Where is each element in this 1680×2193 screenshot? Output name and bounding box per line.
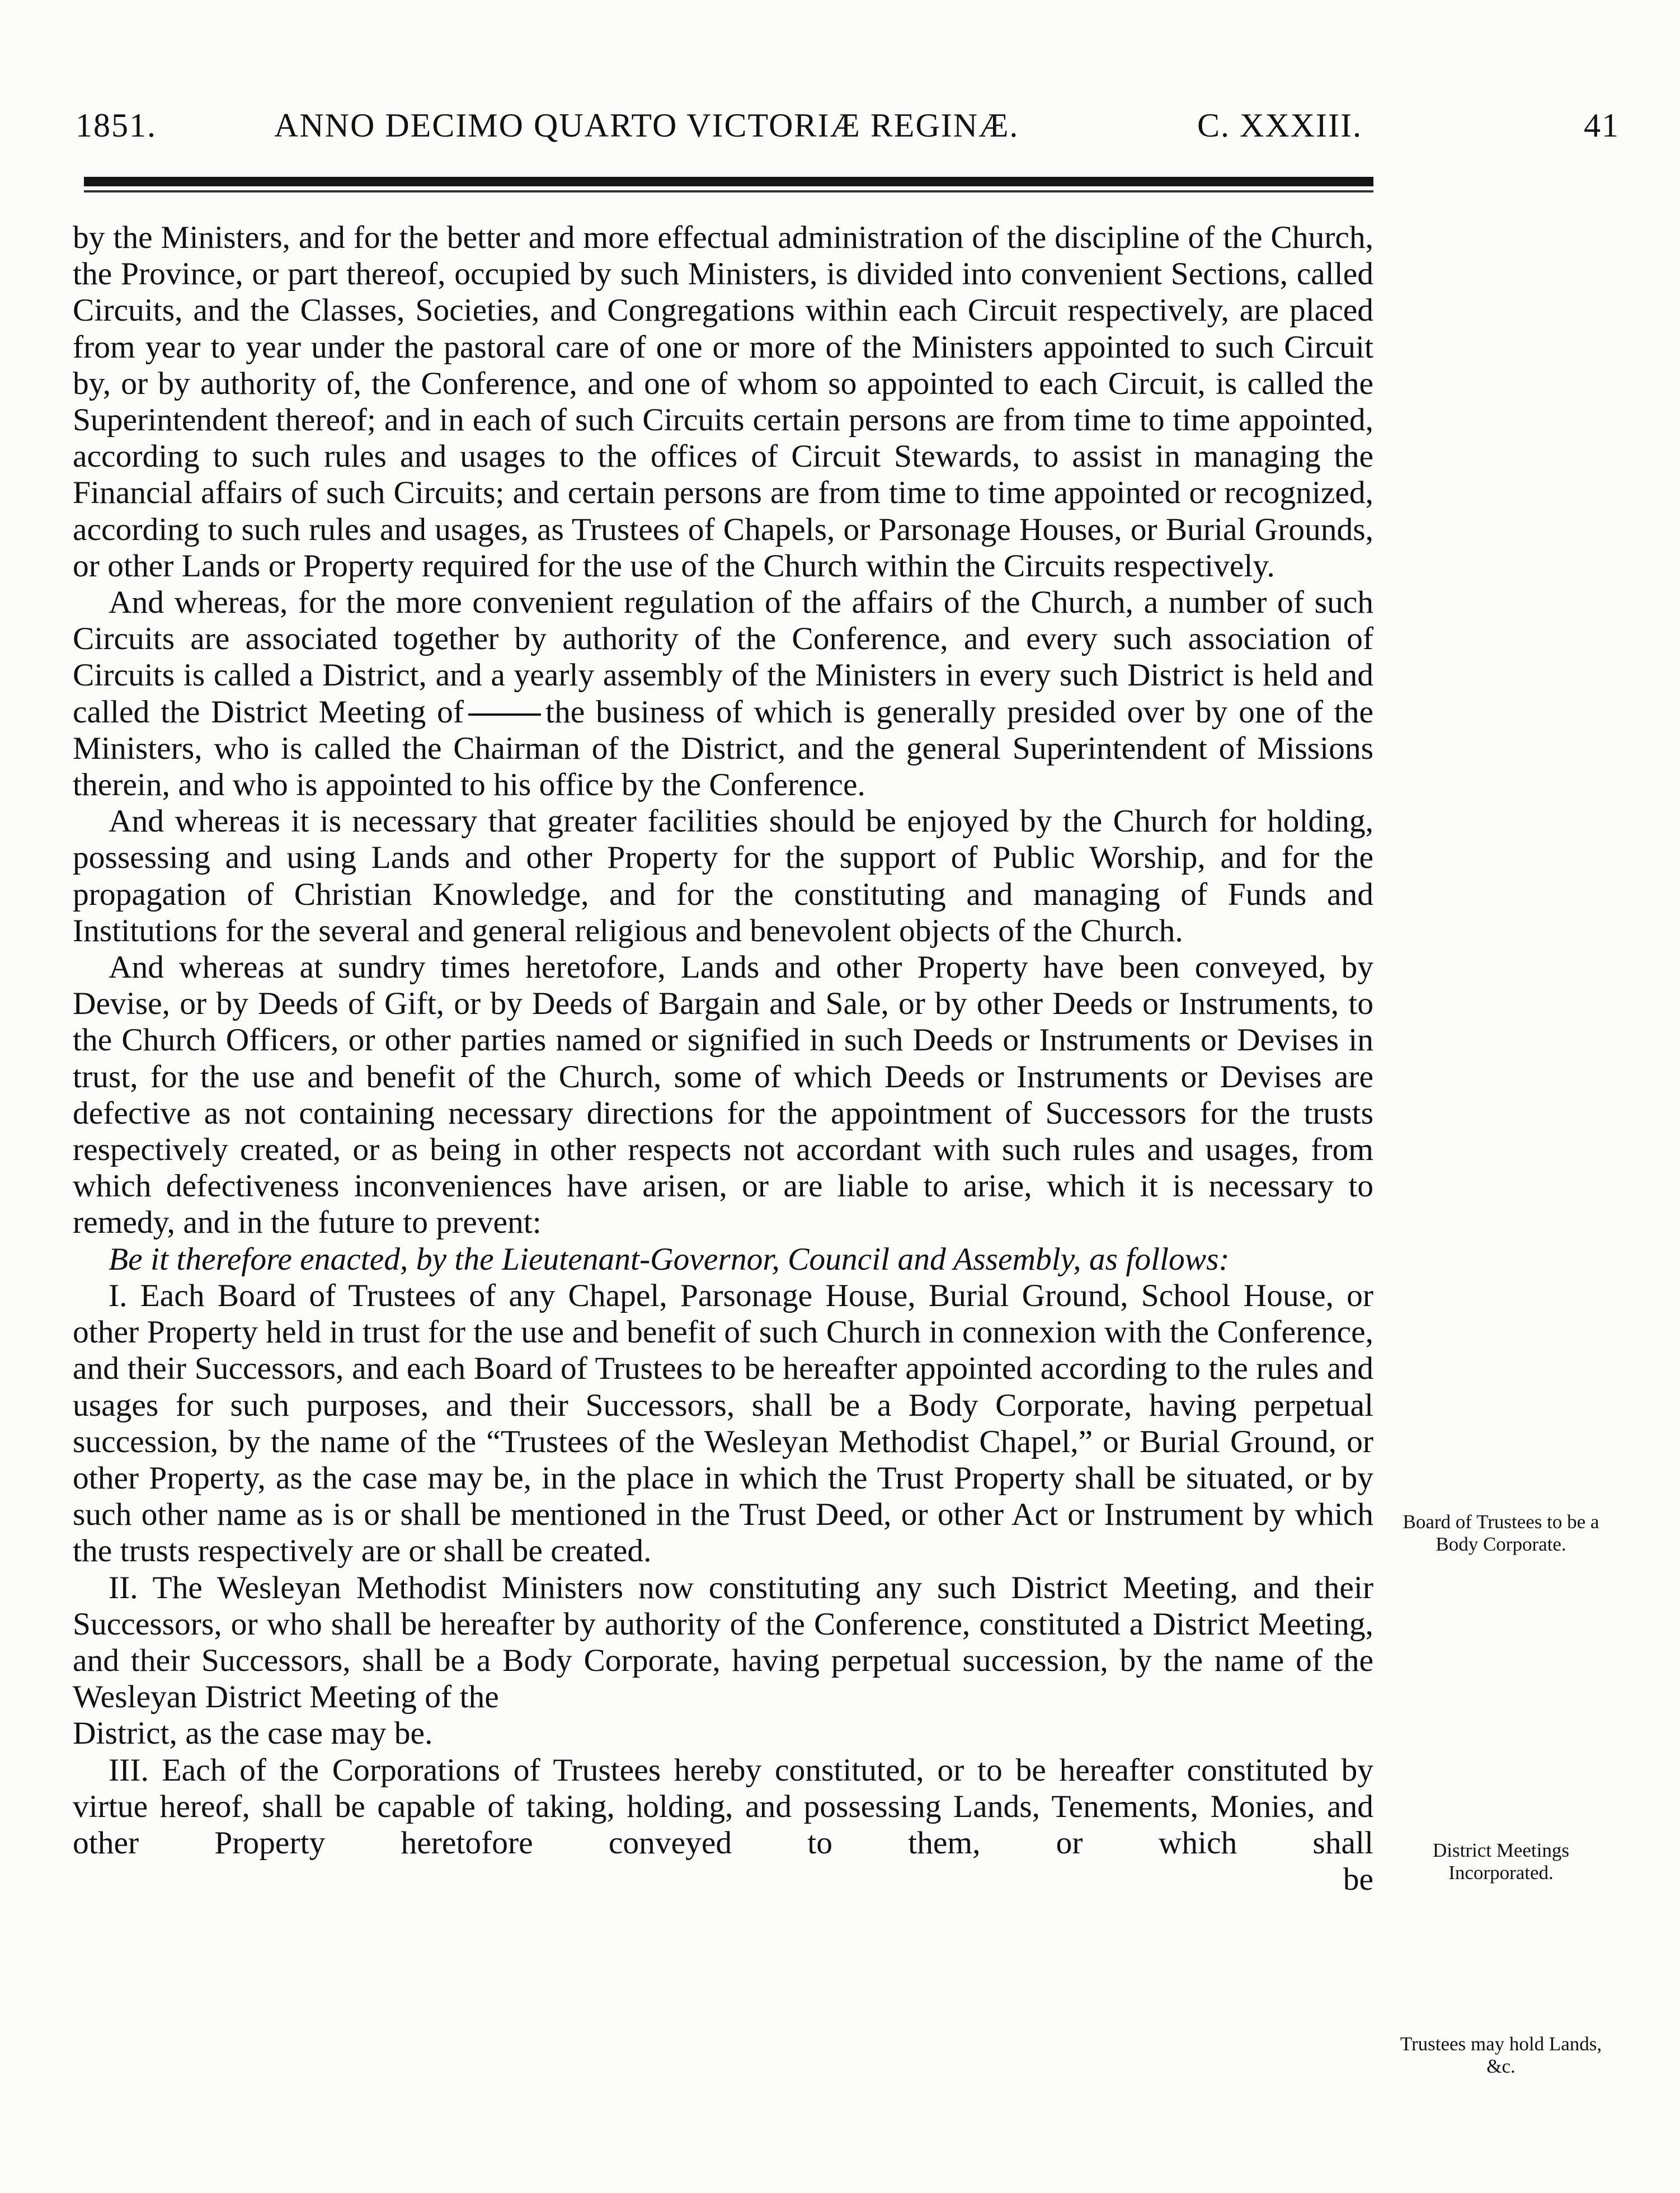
body-text	[73, 219, 1373, 1898]
section-1: I. Each Board of Trustees of any Chapel, Parsonage House, Burial Ground, School House, or other Property held in trust for the use and benefit of such Church in connexion with the Conference, and their Successors, and each Board of Trustees to be hereafter appointed according to the rules and usages for such purposes, and their Successors, shall be a Body Corporate, having perpetual succession, by the name of the “Trustees of the Wesleyan Methodist Chapel,” or Burial Ground, or other Property, as the case may be, in the place in which the Trust Property shall be situated, or by such other name as is or shall be mentioned in the Trust Deed, or other Act or Instrument by which the trusts respectively are or shall be created.	[73, 1278, 1373, 1569]
header-rule-thin	[84, 190, 1373, 192]
header-chapter: C. XXXIII.	[1197, 107, 1362, 144]
section-2: II. The Wesleyan Methodist Ministers now constituting any such District Meeting, and their Successors, or who shall be hereafter by authority of the Conference, constituted a District Meeting, and their Successors, shall be a Body Corporate, having perpetual succession, by the name of the Wesleyan District Meeting of the	[73, 1570, 1373, 1715]
paragraph-text: the business of which is generally presided over by one of the Ministers, who is called the Chairman of the District, and the general Superintendent of Missions therein, and who is appointed to his office by the Conference.	[73, 694, 1373, 803]
section-2-end: District, as the case may be.	[73, 1716, 433, 1751]
margin-note-board-of-trustees: Board of Trustees to be a Body Corporate.	[1403, 1511, 1599, 1555]
blank-line	[468, 713, 541, 716]
paragraph-text: And whereas, for the more convenient regulation of the affairs of the Church, a number of such Circuits are associated together by authority of the Conference, and every such association of Circuits is called a District, and a yearly assembly of the Ministers in every such District is held and called the District Meeting of	[73, 585, 1373, 730]
section-3: III. Each of the Corporations of Trustees hereby constituted, or to be hereafter constituted by virtue hereof, shall be capable of taking, holding, and possessing Lands, Tenements, Monies, and other Property heretofore conveyed to them, or which shall	[73, 1752, 1373, 1861]
enacting-clause: Be it therefore enacted, by the Lieutenant-Governor, Council and Assembly, as follows:	[109, 1241, 1230, 1277]
page-number: 41	[1584, 107, 1620, 144]
running-head	[76, 106, 1620, 151]
paragraph-whereas-conveyed: And whereas at sundry times heretofore, Lands and other Property have been conveyed, by Devise, or by Deeds of Gift, or by Deeds of Bargain and Sale, or by other Deeds or Instruments, to the Church Officers, or other parties named or signified in such Deeds or Instruments or Devises in trust, for the use and benefit of the Church, some of which Deeds or Instruments or Devises are defective as not containing necessary directions for the appointment of Successors for the trusts respectively created, or as being in other respects not accordant with such rules and usages, from which defectiveness inconveniences have arisen, or are liable to arise, which it is necessary to remedy, and in the future to prevent:	[73, 950, 1373, 1241]
margin-note-trustees-hold-lands: Trustees may hold Lands, &c.	[1400, 2033, 1602, 2077]
paragraph-whereas-facilities: And whereas it is necessary that greater facilities should be enjoyed by the Church for holding, possessing and using Lands and other Property for the support of Public Worship, and for the propagation of Christian Knowledge, and for the constituting and managing of Funds and Institutions for the several and general religious and benevolent objects of the Church.	[73, 804, 1373, 948]
header-year: 1851.	[76, 107, 157, 144]
margin-note-district-meetings: District Meetings Incorporated.	[1433, 1839, 1569, 1884]
header-rule-thick	[84, 177, 1373, 186]
paragraph-whereas-district	[73, 584, 1373, 803]
header-title: ANNO DECIMO QUARTO VICTORIÆ REGINÆ.	[274, 107, 1019, 144]
catchword: be	[1343, 1862, 1373, 1898]
paragraph-continued: by the Ministers, and for the better and more effectual administration of the discipline of the Church, the Province, or part thereof, occupied by such Ministers, is divided into convenient Sections, called Circuits, and the Classes, Societies, and Congregations within each Circuit respectively, are placed from year to year under the pastoral care of one or more of the Ministers appointed to such Circuit by, or by authority of, the Conference, and one of whom so appointed to each Circuit, is called the Superintendent thereof; and in each of such Circuits certain persons are from time to time appointed, according to such rules and usages to the offices of Circuit Stewards, to assist in managing the Financial affairs of such Circuits; and certain persons are from time to time appointed or recognized, according to such rules and usages, as Trustees of Chapels, or Parsonage Houses, or Burial Grounds, or other Lands or Property required for the use of the Church within the Circuits respectively.	[73, 220, 1373, 584]
